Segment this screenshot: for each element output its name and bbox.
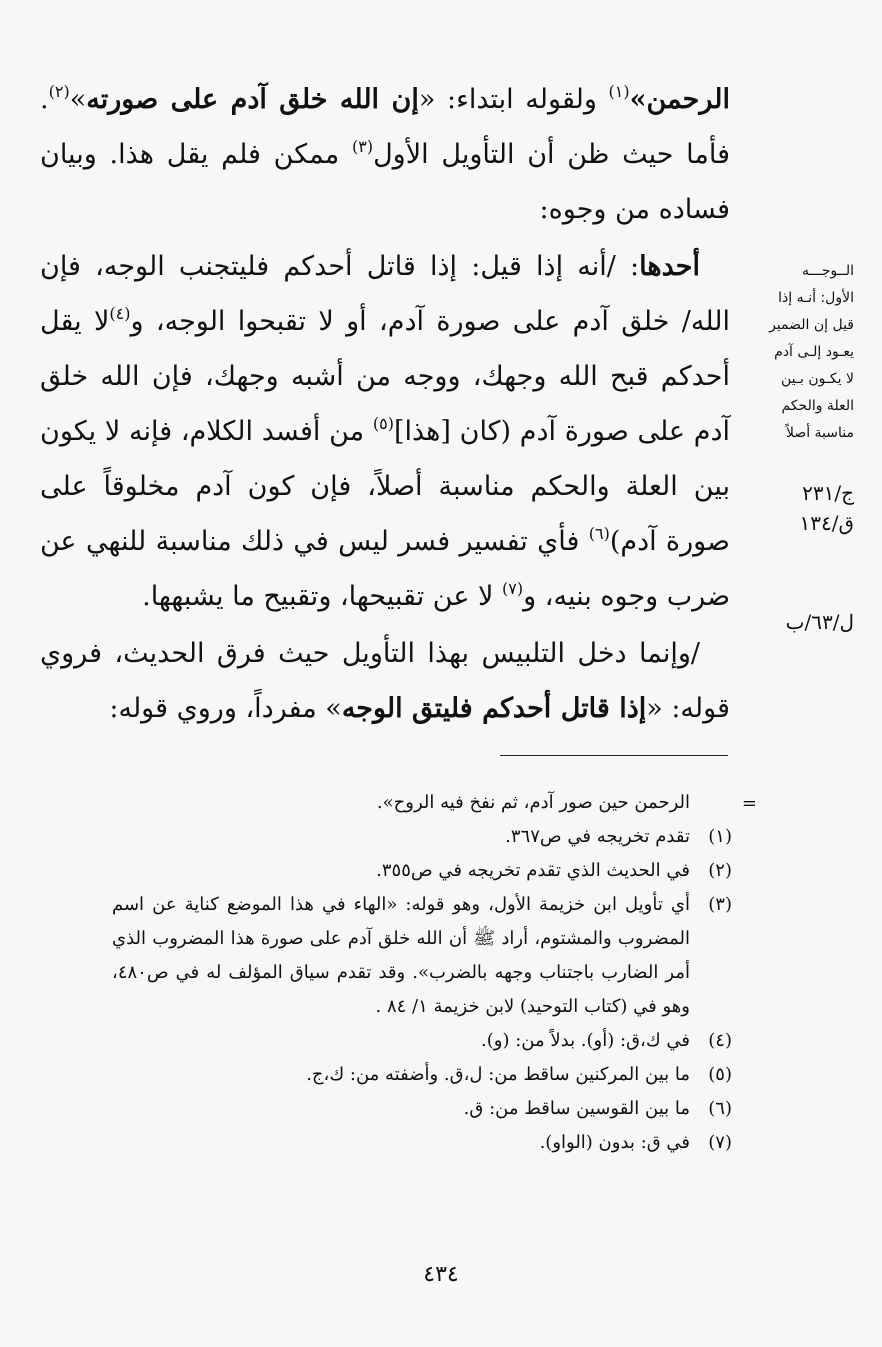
footnote-text: أي تأويل ابن خزيمة الأول، وهو قوله: «الهاء في هذا الموضع كناية عن اسم المضروب والمشتوم، أراد ﷺ أن الله خلق آدم على صورة هذا المضروب الذي أمر الضارب باجتناب وجهه بالضرب». وقد تقدم سياق المؤلف له في ص٤٨٠، وهو في (كتاب التوحيد) لابن خزيمة ١/ ٨٤ .	[112, 894, 690, 1017]
footnote-continuation	[112, 786, 732, 820]
page-number: ٤٣٤	[423, 1262, 459, 1287]
p1-d: »	[69, 84, 87, 115]
footnote-item	[112, 820, 732, 854]
footnote-number: (٥)	[708, 1064, 732, 1085]
footnote-text: في ك،ق: (أو). بدلاً من: (و).	[481, 1030, 690, 1051]
footnote-text: ما بين القوسين ساقط من: ق.	[463, 1098, 690, 1119]
footnote-number: (٦)	[708, 1098, 732, 1119]
footnote-item	[112, 1126, 732, 1160]
footnote-ref-4: (٤)	[109, 304, 131, 323]
p3-c: » مفرداً، وروي قوله:	[109, 693, 342, 724]
footnote-item	[112, 1092, 732, 1126]
footnote-divider	[500, 755, 728, 756]
margin-line: الــوجـــه	[801, 263, 854, 279]
p3-hadith: إذا قاتل أحدكم فليتق الوجه	[341, 693, 647, 724]
footnote-ref-1: (١)	[608, 82, 630, 101]
footnote-number: (٤)	[708, 1030, 732, 1051]
p1-g: ممكن فلم يقل هذا. وبيان فساده من وجوه:	[40, 139, 730, 225]
footnote-ref-2: (٢)	[48, 82, 70, 101]
p1-a: الرحمن»	[629, 84, 730, 115]
footnote-number: (٢)	[708, 860, 732, 881]
footnote-text: في الحديث الذي تقدم تخريجه في ص٣٥٥.	[376, 860, 690, 881]
footnote-ref-3: (٣)	[351, 137, 374, 156]
footnotes	[112, 786, 732, 1160]
manuscript-ref-q: ق/١٣٤	[799, 511, 854, 535]
margin-note-topic	[734, 258, 854, 447]
margin-line: يعـود إلـى آدم	[774, 344, 854, 360]
p2-f: لا عن تقبيحها، وتقبيح ما يشبهها.	[142, 581, 503, 612]
footnote-ref-6: (٦)	[588, 524, 610, 543]
p1-hadith: إن الله خلق آدم على صورته	[86, 84, 419, 115]
p2-heading: أحدها	[639, 251, 700, 282]
p1-e: .	[40, 84, 49, 115]
margin-line: الأول: أنـه إذا	[778, 290, 854, 306]
footnote-item	[112, 854, 732, 888]
paragraph-3	[40, 626, 730, 736]
margin-line: العلة والحكم	[781, 398, 854, 414]
footnote-ref-5: (٥)	[372, 414, 394, 433]
footnote-number: (١)	[708, 826, 732, 847]
footnote-item	[112, 888, 732, 1024]
p3-a: /وإنما دخل التلبيس بهذا التأويل حيث فرق الحديث، فروي قوله: «	[40, 638, 730, 724]
p2-d: من أفسد الكلام، فإنه لا يكون بين العلة والحكم مناسبة أصلاً، فإن كون آدم مخلوقاً على صورة آدم)	[40, 416, 730, 557]
p2-e: فأي تفسير فسر ليس في ذلك مناسبة للنهي عن ضرب وجوه بنيه، و	[40, 526, 730, 612]
p1-b: ولقوله ابتداء: «	[418, 84, 609, 115]
footnote-text: تقدم تخريجه في ص٣٦٧.	[505, 826, 690, 847]
p1-f: فأما حيث ظن أن التأويل الأول	[373, 139, 730, 170]
paragraph-2	[40, 239, 730, 624]
manuscript-ref-j: ج/٢٣١	[802, 481, 854, 505]
footnote-text: ما بين المركنين ساقط من: ل،ق. وأضفته من: ك،ج.	[306, 1064, 690, 1085]
margin-line: لا يكـون بـين	[780, 371, 854, 387]
manuscript-ref-l: ل/٦٣/ب	[785, 610, 854, 634]
footnote-ref-7: (٧)	[502, 579, 524, 598]
margin-manuscript-refs	[734, 478, 854, 538]
margin-line: مناسبة أصلاً	[785, 425, 854, 441]
footnote-item	[112, 1024, 732, 1058]
margin-line: قيل إن الضمير	[769, 317, 854, 333]
p2-c: لا يقل أحدكم قبح الله وجهك، ووجه من أشبه وجهك، فإن الله خلق آدم على صورة آدم (كان [هذا]	[40, 306, 730, 447]
main-text	[40, 72, 730, 738]
footnote-number: (٧)	[708, 1132, 732, 1153]
footnote-continuation-mark: =	[741, 793, 757, 814]
p2-b: : /أنه إذا قيل: إذا قاتل أحدكم فليتجنب الوجه، فإن الله/ خلق آدم على صورة آدم، أو لا تقبحوا الوجه، و	[40, 251, 730, 337]
footnote-text: في ق: بدون (الواو).	[539, 1132, 690, 1153]
paragraph-1	[40, 72, 730, 237]
footnote-item	[112, 1058, 732, 1092]
margin-manuscript-ref-l	[734, 607, 854, 637]
footnote-text: الرحمن حين صور آدم، ثم نفخ فيه الروح».	[376, 792, 690, 813]
footnote-number: (٣)	[708, 894, 732, 915]
